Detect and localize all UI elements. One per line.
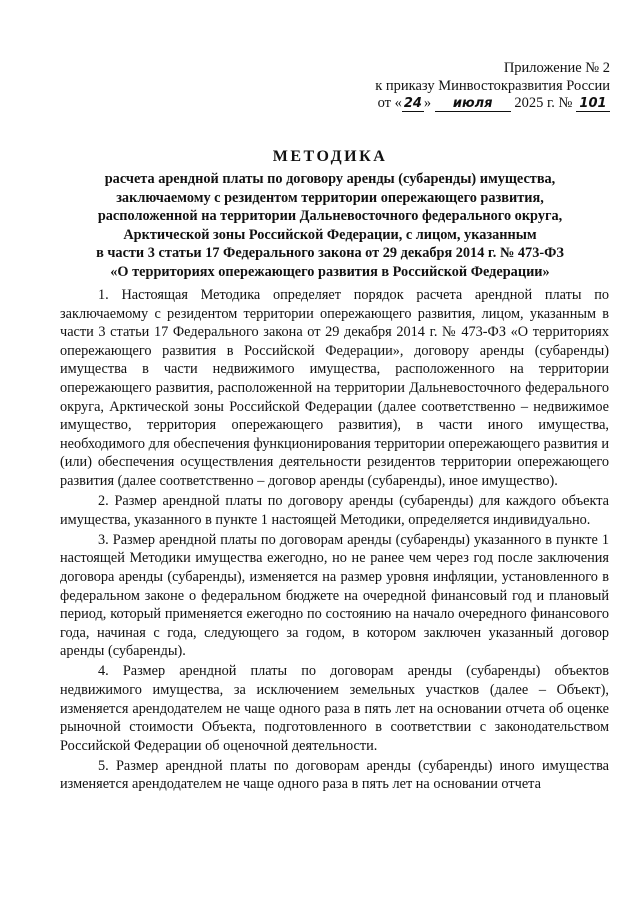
- paragraph-4: 4. Размер арендной платы по договорам аренды (субаренды) объектов недвижимого имущества, за исключением земельных участков (далее – Объект), изменяется арендодателем не чаще одного раза в пять лет на основании отчета об оценке рыночной стоимости Объекта, подготовленного в соответствии с законодательством Российской Федерации об оценочной деятельности.: [60, 663, 609, 754]
- subtitle-line: расположенной на территории Дальневосточного федерального округа,: [97, 208, 563, 224]
- handwritten-day: 24: [403, 96, 422, 111]
- title-subtitle: [60, 170, 600, 281]
- appendix-header: [355, 60, 610, 113]
- document-body: [60, 286, 609, 796]
- subtitle-line: в части 3 статьи 17 Федерального закона от 29 декабря 2014 г. № 473-ФЗ: [96, 245, 564, 261]
- title-main: МЕТОДИКА: [272, 148, 388, 165]
- order-date-line: [355, 95, 610, 113]
- document-title: [60, 148, 600, 281]
- subtitle-line: расчета арендной платы по договору аренды (субаренды) имущества,: [104, 171, 556, 187]
- paragraph-5: 5. Размер арендной платы по договорам аренды (субаренды) иного имущества изменяется арендодателем не чаще одного раза в пять лет на основании отчета: [60, 757, 609, 793]
- handwritten-month: июля: [435, 97, 511, 112]
- date-mid: »: [423, 95, 432, 111]
- subtitle-line: заключаемому с резидентом территории опережающего развития,: [116, 189, 544, 206]
- handwritten-order-number: 101: [576, 97, 610, 112]
- date-year: 2025 г. №: [514, 95, 573, 111]
- appendix-label: Приложение № 2: [503, 60, 610, 76]
- subtitle-line: «О территориях опережающего развития в Российской Федерации»: [110, 263, 550, 280]
- order-reference: к приказу Минвостокразвития России: [375, 77, 610, 94]
- date-prefix: от «: [377, 95, 402, 111]
- subtitle-line: Арктической зоны Российской Федерации, с лицом, указанным: [123, 226, 537, 243]
- paragraph-2: 2. Размер арендной платы по договору аренды (субаренды) для каждого объекта имущества, указанного в пункте 1 настоящей Методики, определяется индивидуально.: [60, 493, 609, 528]
- paragraph-1: 1. Настоящая Методика определяет порядок расчета арендной платы по заключаемому с резидентом территории опережающего развития, лицом, указанным в части 3 статьи 17 Федерального закона от 29 декабря 2014 г. № 473-ФЗ «О территориях опережающего развития в Российской Федерации», договору аренды (субаренды) имущества в части недвижимого имущества, расположенного на территории опережающего развития, расположенной на территории Дальневосточного федерального округа, Арктической зоны Российской Федерации (далее соответственно – недвижимое имущество, территория опережающего развития), в части иного имущества, необходимого для обеспечения функционирования территории опережающего развития и (или) обеспечения осуществления деятельности резидентов территории опережающего развития (далее соответственно – договор аренды (субаренды), иное имущество).: [60, 287, 609, 489]
- paragraph-3: 3. Размер арендной платы по договорам аренды (субаренды) указанного в пункте 1 настоящей Методики имущества ежегодно, но не ранее чем через год после заключения договора аренды (субаренды), изменяется на размер уровня инфляции, установленного в федеральном законе о федеральном бюджете на очередной финансовый год и плановый период, который применяется ежегодно по состоянию на начало очередного финансового года, начиная с года, следующего за годом, в котором заключен указанный договор аренды (субаренды).: [60, 531, 609, 660]
